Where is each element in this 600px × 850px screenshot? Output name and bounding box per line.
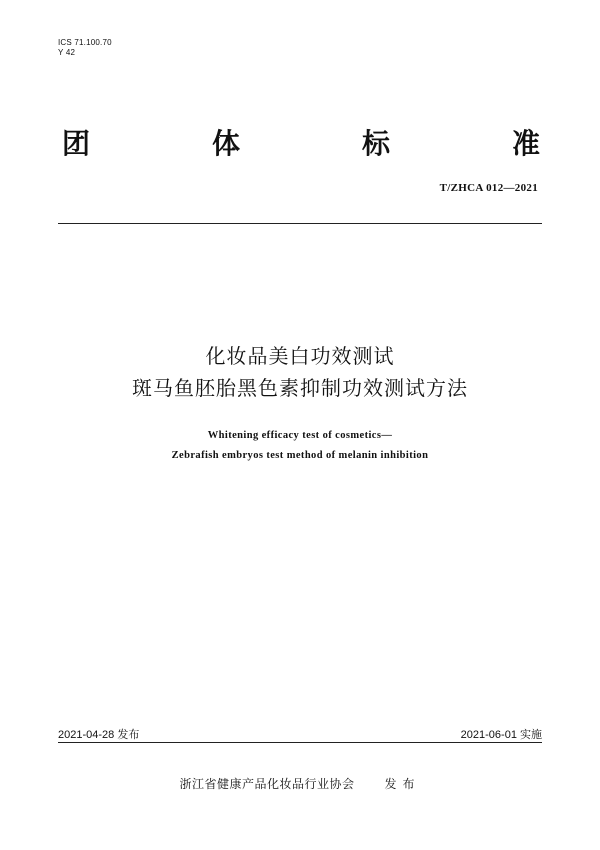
issue-date: 2021-04-28 发布 <box>58 729 140 741</box>
bottom-divider <box>58 742 542 743</box>
ccs-code: Y 42 <box>58 48 76 57</box>
publisher-action: 发布 <box>384 777 421 791</box>
title-cn-line-2: 斑马鱼胚胎黑色素抑制功效测试方法 <box>132 376 468 400</box>
title-en-line-2: Zebrafish embryos test method of melanin inhibition <box>171 450 429 461</box>
doc-type-char-3: 标 <box>361 127 390 160</box>
top-divider <box>58 223 542 224</box>
doc-type-char-2: 体 <box>211 127 240 160</box>
doc-type-char-4: 准 <box>511 127 540 160</box>
document-type-heading <box>62 122 540 162</box>
ics-code: ICS 71.100.70 <box>58 38 112 47</box>
doc-type-char-1: 团 <box>62 127 91 160</box>
title-cn-line-1: 化妆品美白功效测试 <box>205 344 395 368</box>
title-en-line-1: Whitening efficacy test of cosmetics— <box>207 430 393 441</box>
standard-number: T/ZHCA 012—2021 <box>439 182 538 194</box>
publisher-org: 浙江省健康产品化妆品行业协会 <box>179 777 355 791</box>
implementation-date: 2021-06-01 实施 <box>460 729 542 741</box>
publisher-line <box>0 775 600 792</box>
classification-codes <box>58 38 112 58</box>
